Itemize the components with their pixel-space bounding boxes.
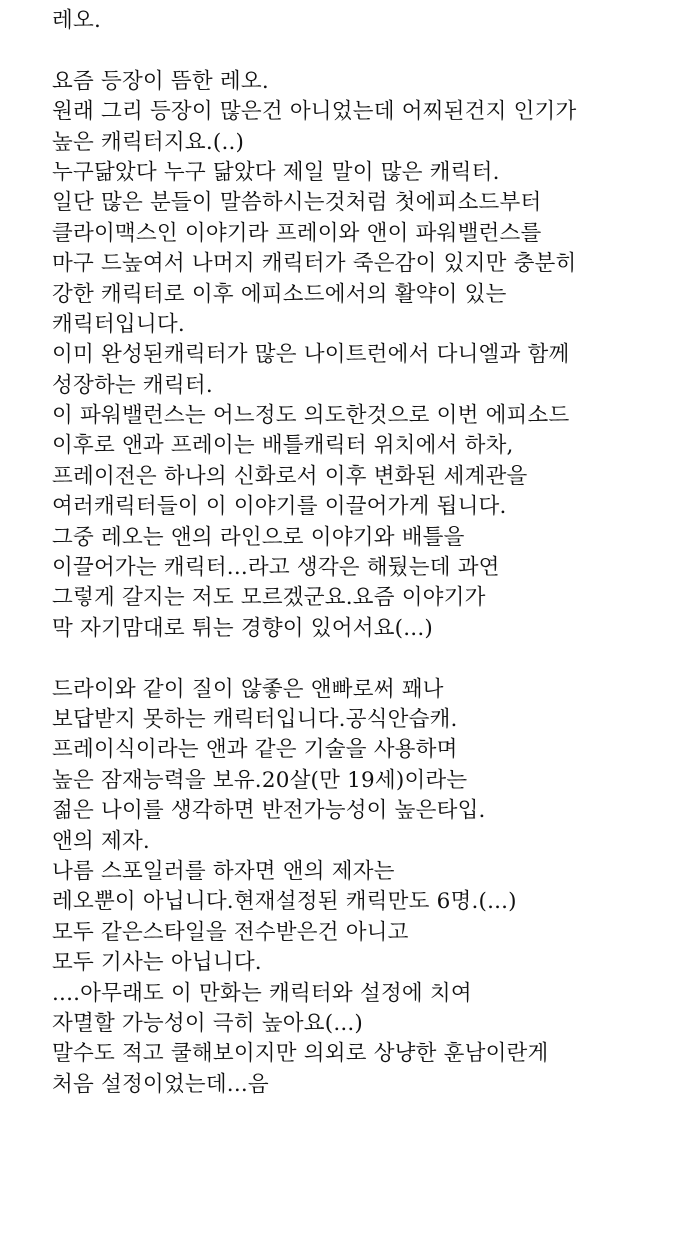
text-line: 그렇게 갈지는 저도 모르겠군요.요즘 이야기가 — [52, 585, 486, 611]
text-line: 강한 캐릭터로 이후 에피소드에서의 활약이 있는 — [52, 281, 507, 307]
text-line: 레오. — [52, 8, 101, 33]
text-line: 성장하는 캐릭터. — [52, 372, 213, 398]
text-line: 이후로 앤과 프레이는 배틀캐릭터 위치에서 하차, — [52, 433, 514, 459]
text-line: 이끌어가는 캐릭터...라고 생각은 해뒀는데 과연 — [52, 555, 500, 581]
text-line: 여러캐릭터들이 이 이야기를 이끌어가게 됩니다. — [52, 494, 507, 520]
text-line: ....아무래도 이 만화는 캐릭터와 설정에 치여 — [52, 980, 472, 1006]
text-line: 처음 설정이었는데...음 — [52, 1071, 269, 1097]
text-line: 모두 기사는 아닙니다. — [52, 950, 262, 976]
document-body — [52, 6, 682, 1100]
text-line: 마구 드높여서 나머지 캐릭터가 죽은감이 있지만 충분히 — [52, 251, 577, 277]
text-line: 나름 스포일러를 하자면 앤의 제자는 — [52, 858, 395, 884]
text-line: 캐릭터입니다. — [52, 311, 185, 337]
text-line: 자멸할 가능성이 극히 높아요(...) — [52, 1010, 364, 1036]
text-line: 말수도 적고 쿨해보이지만 의외로 상냥한 훈남이란게 — [52, 1041, 549, 1067]
text-line: 높은 잠재능력을 보유.20살(만 19세)이라는 — [52, 767, 468, 793]
blank-line — [52, 36, 682, 66]
text-line: 일단 많은 분들이 말씀하시는것처럼 첫에피소드부터 — [52, 190, 542, 216]
text-line: 레오뿐이 아닙니다.현재설정된 캐릭만도 6명.(...) — [52, 889, 517, 915]
text-line: 보답받지 못하는 캐릭터입니다.공식안습캐. — [52, 706, 458, 732]
text-line: 그중 레오는 앤의 라인으로 이야기와 배틀을 — [52, 524, 465, 550]
text-line: 프레이식이라는 앤과 같은 기술을 사용하며 — [52, 737, 458, 763]
text-line: 앤의 제자. — [52, 828, 150, 854]
text-line: 이 파워밸런스는 어느정도 의도한것으로 이번 에피소드 — [52, 403, 570, 429]
text-line: 높은 캐릭터지요.(..) — [52, 129, 245, 155]
blank-line — [52, 644, 682, 674]
text-line: 요즘 등장이 뜸한 레오. — [52, 68, 269, 94]
text-line: 모두 같은스타일을 전수받은건 아니고 — [52, 919, 409, 945]
text-line: 드라이와 같이 질이 않좋은 앤빠로써 꽤나 — [52, 676, 444, 702]
text-line: 프레이전은 하나의 신화로서 이후 변화된 세계관을 — [52, 463, 528, 489]
text-line: 젊은 나이를 생각하면 반전가능성이 높은타입. — [52, 798, 486, 824]
text-line: 막 자기맘대로 튀는 경향이 있어서요(...) — [52, 615, 433, 641]
text-line: 클라이맥스인 이야기라 프레이와 앤이 파워밸런스를 — [52, 220, 542, 246]
text-line: 원래 그리 등장이 많은건 아니었는데 어찌된건지 인기가 — [52, 99, 577, 125]
text-line: 이미 완성된캐릭터가 많은 나이트런에서 다니엘과 함께 — [52, 342, 570, 368]
text-line: 누구닮았다 누구 닮았다 제일 말이 많은 캐릭터. — [52, 159, 500, 185]
